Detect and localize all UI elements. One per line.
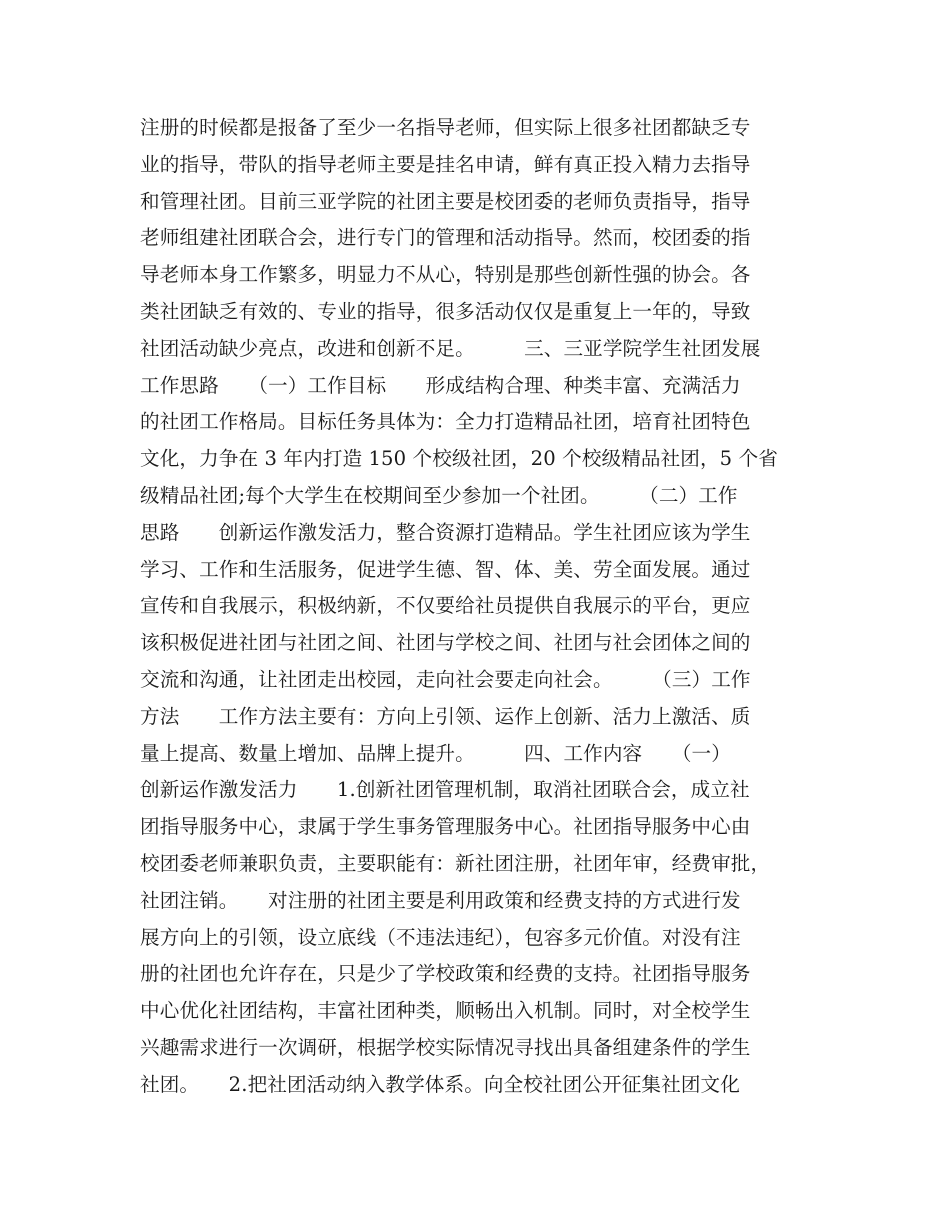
text-line: 团指导服务中心，隶属于学生事务管理服务中心。社团指导服务中心由 [140,815,751,839]
text-line: 工作思路 （一）工作目标 形成结构合理、种类丰富、充满活力 [140,373,741,397]
text-line: 业的指导，带队的指导老师主要是挂名申请，鲜有真正投入精力去指导 [140,152,751,176]
text-line: 交流和沟通，让社团走出校园，走向社会要走向社会。 （三）工作 [140,667,751,691]
text-line: 册的社团也允许存在，只是少了学校政策和经费的支持。社团指导服务 [140,962,751,986]
text-line: 的社团工作格局。目标任务具体为：全力打造精品社团，培育社团特色 [140,410,751,434]
text-line: 文化，力争在 3 年内打造 150 个校级社团，20 个校级精品社团，5 个省 [140,447,778,471]
text-line: 导老师本身工作繁多，明显力不从心，特别是那些创新性强的协会。各 [140,263,751,287]
text-line: 学习、工作和生活服务，促进学生德、智、体、美、劳全面发展。通过 [140,557,751,581]
text-line: 老师组建社团联合会，进行专门的管理和活动指导。然而，校团委的指 [140,226,751,250]
text-line: 兴趣需求进行一次调研，根据学校实际情况寻找出具备组建条件的学生 [140,1035,751,1059]
text-line: 中心优化社团结构，丰富社团种类，顺畅出入机制。同时，对全校学生 [140,999,751,1023]
text-line: 注册的时候都是报备了至少一名指导老师，但实际上很多社团都缺乏专 [140,116,751,139]
text-line: 思路 创新运作激发活力，整合资源打造精品。学生社团应该为学生 [140,520,751,544]
text-line: 方法 工作方法主要有：方向上引领、运作上创新、活力上激活、质 [140,704,751,728]
body-text [140,110,820,1104]
text-line: 社团。 2.把社团活动纳入教学体系。向全校社团公开征集社团文化 [140,1072,740,1096]
text-line: 校团委老师兼职负责，主要职能有：新社团注册，社团年审，经费审批， [140,851,771,875]
text-line: 类社团缺乏有效的、专业的指导，很多活动仅仅是重复上一年的，导致 [140,299,751,323]
text-line: 展方向上的引领，设立底线（不违法违纪），包容多元价值。对没有注 [140,925,741,949]
text-line: 该积极促进社团与社团之间、社团与学校之间、社团与社会团体之间的 [140,631,751,655]
text-line: 社团注销。 对注册的社团主要是利用政策和经费支持的方式进行发 [140,888,741,912]
text-line: 级精品社团;每个大学生在校期间至少参加一个社团。 （二）工作 [140,483,738,507]
text-line: 创新运作激发活力 1.创新社团管理机制，取消社团联合会，成立社 [140,778,750,802]
text-line: 和管理社团。目前三亚学院的社团主要是校团委的老师负责指导，指导 [140,189,751,213]
text-line: 量上提高、数量上增加、品牌上提升。 四、工作内容 （一） [140,741,731,765]
text-line: 社团活动缺少亮点，改进和创新不足。 三、三亚学院学生社团发展 [140,336,761,360]
text-line: 宣传和自我展示，积极纳新，不仅要给社员提供自我展示的平台，更应 [140,594,751,618]
